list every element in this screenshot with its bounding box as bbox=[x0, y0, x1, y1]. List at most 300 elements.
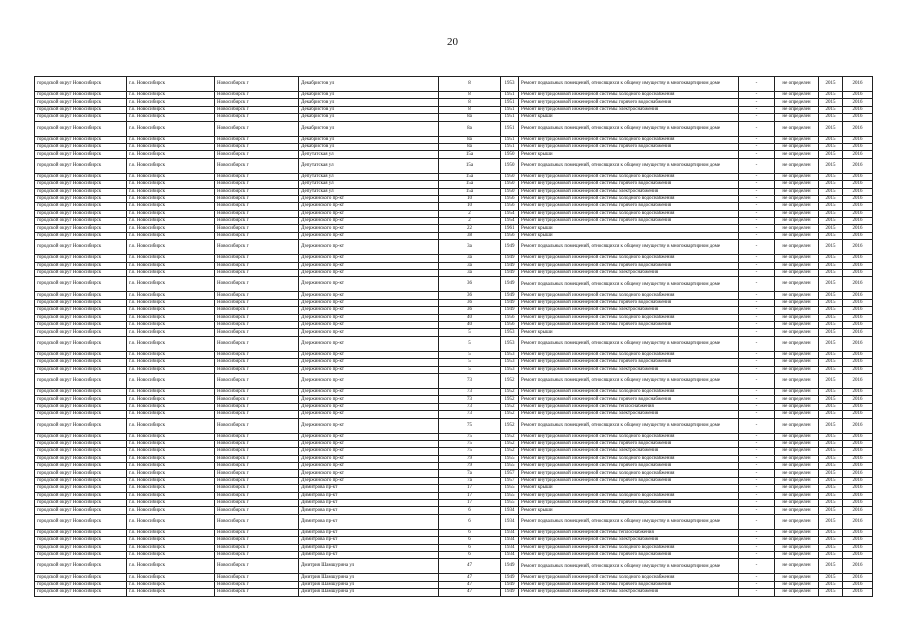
cell-start-year: 2015 bbox=[819, 574, 843, 581]
cell-year: 1952 bbox=[501, 448, 519, 455]
cell-work-type: Ремонт внутридомовой инженерной системы холодного водоснабжения bbox=[519, 292, 739, 299]
cell-end-year: 2016 bbox=[843, 359, 873, 366]
cell-start-year: 2015 bbox=[819, 106, 843, 113]
cell-settlement: Новосибирск г bbox=[215, 551, 299, 558]
cell-district: городской округ Новосибирск bbox=[35, 529, 127, 536]
cell-settlement: Новосибирск г bbox=[215, 181, 299, 188]
cell-city: г.о. Новосибирск bbox=[127, 396, 215, 403]
cell-dash: - bbox=[739, 77, 775, 92]
cell-house: 2 bbox=[439, 210, 501, 217]
cell-district: городской округ Новосибирск bbox=[35, 173, 127, 180]
cell-settlement: Новосибирск г bbox=[215, 373, 299, 388]
cell-settlement: Новосибирск г bbox=[215, 366, 299, 373]
cell-dash: - bbox=[739, 470, 775, 477]
table-row bbox=[35, 455, 873, 462]
cell-dash: - bbox=[739, 581, 775, 588]
table-row bbox=[35, 463, 873, 470]
cell-work-type: Ремонт внутридомовой инженерной системы горячего водоснабжения bbox=[519, 463, 739, 470]
cell-street: Депутатская ул bbox=[299, 158, 439, 173]
cell-work-type: Ремонт внутридомовой инженерной системы холодного водоснабжения bbox=[519, 210, 739, 217]
cell-end-year: 2016 bbox=[843, 351, 873, 358]
table-row bbox=[35, 500, 873, 507]
cell-district: городской округ Новосибирск bbox=[35, 544, 127, 551]
cell-work-type: Ремонт внутридомовой инженерной системы электроснабжения bbox=[519, 106, 739, 113]
cell-district: городской округ Новосибирск bbox=[35, 151, 127, 158]
cell-method: не определен bbox=[775, 470, 819, 477]
cell-street: Димитрова пр-кт bbox=[299, 529, 439, 536]
cell-dash: - bbox=[739, 485, 775, 492]
cell-street: Дзержинского пр-кт bbox=[299, 210, 439, 217]
cell-house: 75 bbox=[439, 433, 501, 440]
cell-street: Дзержинского пр-кт bbox=[299, 314, 439, 321]
cell-start-year: 2015 bbox=[819, 351, 843, 358]
cell-city: г.о. Новосибирск bbox=[127, 544, 215, 551]
table-row bbox=[35, 470, 873, 477]
cell-city: г.о. Новосибирск bbox=[127, 307, 215, 314]
cell-work-type: Ремонт внутридомовой инженерной системы электроснабжения bbox=[519, 589, 739, 596]
cell-settlement: Новосибирск г bbox=[215, 173, 299, 180]
cell-work-type: Ремонт внутридомовой инженерной системы горячего водоснабжения bbox=[519, 143, 739, 150]
cell-street: Дзержинского пр-кт bbox=[299, 411, 439, 418]
cell-end-year: 2016 bbox=[843, 388, 873, 395]
cell-dash: - bbox=[739, 559, 775, 574]
cell-district: городской округ Новосибирск bbox=[35, 240, 127, 255]
table-row bbox=[35, 485, 873, 492]
cell-district: городской округ Новосибирск bbox=[35, 92, 127, 99]
cell-start-year: 2015 bbox=[819, 544, 843, 551]
cell-city: г.о. Новосибирск bbox=[127, 529, 215, 536]
cell-house: 22 bbox=[439, 225, 501, 232]
cell-method: не определен bbox=[775, 136, 819, 143]
cell-house: 73 bbox=[439, 373, 501, 388]
cell-dash: - bbox=[739, 218, 775, 225]
cell-city: г.о. Новосибирск bbox=[127, 507, 215, 514]
cell-dash: - bbox=[739, 173, 775, 180]
table-row bbox=[35, 270, 873, 277]
cell-settlement: Новосибирск г bbox=[215, 514, 299, 529]
cell-settlement: Новосибирск г bbox=[215, 403, 299, 410]
cell-method: не определен bbox=[775, 262, 819, 269]
cell-start-year: 2015 bbox=[819, 359, 843, 366]
cell-year: 1953 bbox=[501, 351, 519, 358]
cell-end-year: 2016 bbox=[843, 292, 873, 299]
cell-end-year: 2016 bbox=[843, 218, 873, 225]
cell-work-type: Ремонт внутридомовой инженерной системы электроснабжения bbox=[519, 188, 739, 195]
cell-city: г.о. Новосибирск bbox=[127, 143, 215, 150]
cell-house: 79 bbox=[439, 463, 501, 470]
cell-house: 8 bbox=[439, 99, 501, 106]
cell-start-year: 2015 bbox=[819, 240, 843, 255]
cell-year: 1934 bbox=[501, 529, 519, 536]
table-row bbox=[35, 581, 873, 588]
cell-settlement: Новосибирск г bbox=[215, 270, 299, 277]
table-row bbox=[35, 359, 873, 366]
cell-city: г.о. Новосибирск bbox=[127, 366, 215, 373]
cell-settlement: Новосибирск г bbox=[215, 529, 299, 536]
cell-district: городской округ Новосибирск bbox=[35, 218, 127, 225]
cell-city: г.о. Новосибирск bbox=[127, 114, 215, 121]
cell-street: Димитрова пр-кт bbox=[299, 500, 439, 507]
cell-street: Депутатская ул bbox=[299, 173, 439, 180]
cell-settlement: Новосибирск г bbox=[215, 477, 299, 484]
cell-settlement: Новосибирск г bbox=[215, 262, 299, 269]
cell-street: Дзержинского пр-кт bbox=[299, 366, 439, 373]
cell-street: Дзержинского пр-кт bbox=[299, 321, 439, 328]
cell-house: 6 bbox=[439, 514, 501, 529]
cell-district: городской округ Новосибирск bbox=[35, 99, 127, 106]
cell-end-year: 2016 bbox=[843, 106, 873, 113]
cell-district: городской округ Новосибирск bbox=[35, 448, 127, 455]
cell-city: г.о. Новосибирск bbox=[127, 514, 215, 529]
cell-work-type: Ремонт крыши bbox=[519, 329, 739, 336]
cell-district: городской округ Новосибирск bbox=[35, 418, 127, 433]
cell-work-type: Ремонт внутридомовой инженерной системы холодного водоснабжения bbox=[519, 544, 739, 551]
cell-settlement: Новосибирск г bbox=[215, 218, 299, 225]
cell-street: Дмитрия Шамшурина ул bbox=[299, 581, 439, 588]
cell-year: 1934 bbox=[501, 537, 519, 544]
cell-dash: - bbox=[739, 92, 775, 99]
cell-dash: - bbox=[739, 195, 775, 202]
cell-street: Димитрова пр-кт bbox=[299, 551, 439, 558]
cell-end-year: 2016 bbox=[843, 158, 873, 173]
cell-end-year: 2016 bbox=[843, 255, 873, 262]
capital-repair-table bbox=[34, 76, 873, 597]
cell-settlement: Новосибирск г bbox=[215, 537, 299, 544]
cell-house: 38 bbox=[439, 232, 501, 239]
cell-year: 1952 bbox=[501, 418, 519, 433]
cell-method: не определен bbox=[775, 151, 819, 158]
cell-method: не определен bbox=[775, 210, 819, 217]
cell-street: Депутатская ул bbox=[299, 188, 439, 195]
table-row bbox=[35, 529, 873, 536]
cell-dash: - bbox=[739, 270, 775, 277]
cell-end-year: 2016 bbox=[843, 329, 873, 336]
cell-district: городской округ Новосибирск bbox=[35, 351, 127, 358]
table-row bbox=[35, 551, 873, 558]
cell-house: 7а bbox=[439, 477, 501, 484]
cell-work-type: Ремонт внутридомовой инженерной системы холодного водоснабжения bbox=[519, 173, 739, 180]
cell-dash: - bbox=[739, 544, 775, 551]
cell-start-year: 2015 bbox=[819, 158, 843, 173]
cell-settlement: Новосибирск г bbox=[215, 240, 299, 255]
cell-dash: - bbox=[739, 455, 775, 462]
cell-start-year: 2015 bbox=[819, 307, 843, 314]
cell-year: 1934 bbox=[501, 507, 519, 514]
cell-dash: - bbox=[739, 262, 775, 269]
cell-end-year: 2016 bbox=[843, 195, 873, 202]
cell-method: не определен bbox=[775, 589, 819, 596]
cell-year: 1952 bbox=[501, 411, 519, 418]
cell-street: Дзержинского пр-кт bbox=[299, 351, 439, 358]
cell-dash: - bbox=[739, 411, 775, 418]
cell-house: 5 bbox=[439, 329, 501, 336]
cell-district: городской округ Новосибирск bbox=[35, 188, 127, 195]
table-row bbox=[35, 589, 873, 596]
cell-settlement: Новосибирск г bbox=[215, 121, 299, 136]
cell-dash: - bbox=[739, 210, 775, 217]
cell-city: г.о. Новосибирск bbox=[127, 99, 215, 106]
cell-district: городской округ Новосибирск bbox=[35, 270, 127, 277]
cell-work-type: Ремонт внутридомовой инженерной системы горячего водоснабжения bbox=[519, 440, 739, 447]
cell-district: городской округ Новосибирск bbox=[35, 559, 127, 574]
cell-house: 8а bbox=[439, 121, 501, 136]
cell-city: г.о. Новосибирск bbox=[127, 158, 215, 173]
cell-settlement: Новосибирск г bbox=[215, 210, 299, 217]
cell-city: г.о. Новосибирск bbox=[127, 448, 215, 455]
cell-city: г.о. Новосибирск bbox=[127, 336, 215, 351]
cell-district: городской округ Новосибирск bbox=[35, 232, 127, 239]
table-row bbox=[35, 232, 873, 239]
cell-street: Дзержинского пр-кт bbox=[299, 270, 439, 277]
cell-district: городской округ Новосибирск bbox=[35, 537, 127, 544]
cell-settlement: Новосибирск г bbox=[215, 292, 299, 299]
cell-dash: - bbox=[739, 418, 775, 433]
cell-start-year: 2015 bbox=[819, 329, 843, 336]
cell-start-year: 2015 bbox=[819, 314, 843, 321]
cell-method: не определен bbox=[775, 351, 819, 358]
cell-city: г.о. Новосибирск bbox=[127, 581, 215, 588]
table-row bbox=[35, 351, 873, 358]
cell-city: г.о. Новосибирск bbox=[127, 551, 215, 558]
cell-start-year: 2015 bbox=[819, 195, 843, 202]
cell-city: г.о. Новосибирск bbox=[127, 151, 215, 158]
cell-work-type: Ремонт внутридомовой инженерной системы холодного водоснабжения bbox=[519, 314, 739, 321]
cell-house: 15а bbox=[439, 181, 501, 188]
cell-method: не определен bbox=[775, 514, 819, 529]
cell-street: Дмитрия Шамшурина ул bbox=[299, 574, 439, 581]
cell-year: 1961 bbox=[501, 225, 519, 232]
cell-work-type: Ремонт внутридомовой инженерной системы холодного водоснабжения bbox=[519, 433, 739, 440]
cell-city: г.о. Новосибирск bbox=[127, 262, 215, 269]
cell-house: 3а bbox=[439, 255, 501, 262]
cell-city: г.о. Новосибирск bbox=[127, 329, 215, 336]
cell-method: не определен bbox=[775, 181, 819, 188]
cell-settlement: Новосибирск г bbox=[215, 99, 299, 106]
table-row bbox=[35, 396, 873, 403]
cell-work-type: Ремонт внутридомовой инженерной системы холодного водоснабжения bbox=[519, 136, 739, 143]
cell-dash: - bbox=[739, 299, 775, 306]
cell-city: г.о. Новосибирск bbox=[127, 203, 215, 210]
cell-district: городской округ Новосибирск bbox=[35, 106, 127, 113]
table-row bbox=[35, 507, 873, 514]
cell-house: 36 bbox=[439, 299, 501, 306]
cell-method: не определен bbox=[775, 418, 819, 433]
table-row bbox=[35, 188, 873, 195]
cell-end-year: 2016 bbox=[843, 92, 873, 99]
cell-work-type: Ремонт внутридомовой инженерной системы холодного водоснабжения bbox=[519, 455, 739, 462]
cell-end-year: 2016 bbox=[843, 581, 873, 588]
table-row bbox=[35, 151, 873, 158]
cell-year: 1951 bbox=[501, 143, 519, 150]
cell-start-year: 2015 bbox=[819, 121, 843, 136]
cell-dash: - bbox=[739, 589, 775, 596]
cell-city: г.о. Новосибирск bbox=[127, 77, 215, 92]
cell-work-type: Ремонт внутридомовой инженерной системы электроснабжения bbox=[519, 537, 739, 544]
cell-method: не определен bbox=[775, 433, 819, 440]
cell-work-type: Ремонт внутридомовой инженерной системы холодного водоснабжения bbox=[519, 492, 739, 499]
cell-method: не определен bbox=[775, 307, 819, 314]
cell-dash: - bbox=[739, 388, 775, 395]
cell-method: не определен bbox=[775, 455, 819, 462]
cell-settlement: Новосибирск г bbox=[215, 433, 299, 440]
cell-city: г.о. Новосибирск bbox=[127, 574, 215, 581]
cell-district: городской округ Новосибирск bbox=[35, 589, 127, 596]
cell-work-type: Ремонт подвальных помещений, относящихся к общему имуществу в многоквартирном доме bbox=[519, 559, 739, 574]
cell-method: не определен bbox=[775, 492, 819, 499]
cell-method: не определен bbox=[775, 114, 819, 121]
cell-house: 75 bbox=[439, 418, 501, 433]
cell-start-year: 2015 bbox=[819, 77, 843, 92]
cell-end-year: 2016 bbox=[843, 188, 873, 195]
table-row bbox=[35, 492, 873, 499]
cell-district: городской округ Новосибирск bbox=[35, 195, 127, 202]
cell-house: 47 bbox=[439, 574, 501, 581]
cell-method: не определен bbox=[775, 299, 819, 306]
cell-dash: - bbox=[739, 158, 775, 173]
cell-settlement: Новосибирск г bbox=[215, 507, 299, 514]
cell-street: Дзержинского пр-кт bbox=[299, 433, 439, 440]
cell-work-type: Ремонт подвальных помещений, относящихся к общему имуществу в многоквартирном доме bbox=[519, 77, 739, 92]
cell-street: Депутатская ул bbox=[299, 151, 439, 158]
cell-district: городской округ Новосибирск bbox=[35, 403, 127, 410]
cell-city: г.о. Новосибирск bbox=[127, 500, 215, 507]
cell-dash: - bbox=[739, 433, 775, 440]
cell-street: Декабристов ул bbox=[299, 106, 439, 113]
cell-start-year: 2015 bbox=[819, 388, 843, 395]
cell-year: 1949 bbox=[501, 262, 519, 269]
cell-method: не определен bbox=[775, 321, 819, 328]
cell-house: 79 bbox=[439, 455, 501, 462]
cell-dash: - bbox=[739, 314, 775, 321]
cell-work-type: Ремонт внутридомовой инженерной системы горячего водоснабжения bbox=[519, 181, 739, 188]
cell-end-year: 2016 bbox=[843, 537, 873, 544]
cell-district: городской округ Новосибирск bbox=[35, 477, 127, 484]
cell-city: г.о. Новосибирск bbox=[127, 411, 215, 418]
cell-start-year: 2015 bbox=[819, 321, 843, 328]
cell-dash: - bbox=[739, 255, 775, 262]
cell-settlement: Новосибирск г bbox=[215, 388, 299, 395]
table-row bbox=[35, 99, 873, 106]
cell-settlement: Новосибирск г bbox=[215, 574, 299, 581]
cell-city: г.о. Новосибирск bbox=[127, 255, 215, 262]
cell-work-type: Ремонт внутридомовой инженерной системы холодного водоснабжения bbox=[519, 470, 739, 477]
cell-work-type: Ремонт подвальных помещений, относящихся к общему имуществу в многоквартирном доме bbox=[519, 121, 739, 136]
cell-start-year: 2015 bbox=[819, 270, 843, 277]
cell-method: не определен bbox=[775, 92, 819, 99]
cell-work-type: Ремонт внутридомовой инженерной системы горячего водоснабжения bbox=[519, 477, 739, 484]
cell-house: 5 bbox=[439, 336, 501, 351]
cell-work-type: Ремонт внутридомовой инженерной системы горячего водоснабжения bbox=[519, 321, 739, 328]
cell-house: 36 bbox=[439, 277, 501, 292]
cell-street: Дзержинского пр-кт bbox=[299, 299, 439, 306]
cell-year: 1949 bbox=[501, 581, 519, 588]
cell-method: не определен bbox=[775, 440, 819, 447]
cell-house: 8а bbox=[439, 114, 501, 121]
cell-city: г.о. Новосибирск bbox=[127, 270, 215, 277]
cell-method: не определен bbox=[775, 574, 819, 581]
cell-start-year: 2015 bbox=[819, 529, 843, 536]
cell-district: городской округ Новосибирск bbox=[35, 433, 127, 440]
cell-district: городской округ Новосибирск bbox=[35, 307, 127, 314]
cell-year: 1951 bbox=[501, 136, 519, 143]
cell-end-year: 2016 bbox=[843, 277, 873, 292]
cell-work-type: Ремонт внутридомовой инженерной системы горячего водоснабжения bbox=[519, 299, 739, 306]
table-row bbox=[35, 537, 873, 544]
cell-end-year: 2016 bbox=[843, 299, 873, 306]
cell-street: Дмитрия Шамшурина ул bbox=[299, 559, 439, 574]
cell-year: 1949 bbox=[501, 574, 519, 581]
cell-house: 6 bbox=[439, 537, 501, 544]
cell-settlement: Новосибирск г bbox=[215, 321, 299, 328]
cell-year: 1950 bbox=[501, 173, 519, 180]
cell-end-year: 2016 bbox=[843, 448, 873, 455]
cell-house: 7а bbox=[439, 470, 501, 477]
table-row bbox=[35, 292, 873, 299]
cell-dash: - bbox=[739, 188, 775, 195]
cell-work-type: Ремонт внутридомовой инженерной системы электроснабжения bbox=[519, 270, 739, 277]
table-body bbox=[35, 77, 873, 597]
cell-method: не определен bbox=[775, 411, 819, 418]
cell-district: городской округ Новосибирск bbox=[35, 373, 127, 388]
cell-dash: - bbox=[739, 292, 775, 299]
cell-start-year: 2015 bbox=[819, 373, 843, 388]
cell-end-year: 2016 bbox=[843, 321, 873, 328]
cell-work-type: Ремонт крыши bbox=[519, 114, 739, 121]
cell-end-year: 2016 bbox=[843, 544, 873, 551]
cell-settlement: Новосибирск г bbox=[215, 195, 299, 202]
table-row bbox=[35, 158, 873, 173]
cell-city: г.о. Новосибирск bbox=[127, 470, 215, 477]
cell-district: городской округ Новосибирск bbox=[35, 411, 127, 418]
cell-settlement: Новосибирск г bbox=[215, 329, 299, 336]
cell-method: не определен bbox=[775, 270, 819, 277]
cell-dash: - bbox=[739, 373, 775, 388]
cell-year: 1956 bbox=[501, 195, 519, 202]
cell-work-type: Ремонт внутридомовой инженерной системы теплоснабжения bbox=[519, 529, 739, 536]
cell-year: 1957 bbox=[501, 470, 519, 477]
cell-district: городской округ Новосибирск bbox=[35, 388, 127, 395]
cell-street: Дзержинского пр-кт bbox=[299, 403, 439, 410]
cell-settlement: Новосибирск г bbox=[215, 299, 299, 306]
cell-start-year: 2015 bbox=[819, 210, 843, 217]
cell-work-type: Ремонт подвальных помещений, относящихся к общему имуществу в многоквартирном доме bbox=[519, 418, 739, 433]
table-row bbox=[35, 574, 873, 581]
cell-work-type: Ремонт крыши bbox=[519, 225, 739, 232]
table-row bbox=[35, 195, 873, 202]
cell-street: Дзержинского пр-кт bbox=[299, 195, 439, 202]
cell-work-type: Ремонт внутридомовой инженерной системы электроснабжения bbox=[519, 448, 739, 455]
cell-end-year: 2016 bbox=[843, 470, 873, 477]
cell-end-year: 2016 bbox=[843, 136, 873, 143]
cell-district: городской округ Новосибирск bbox=[35, 158, 127, 173]
cell-method: не определен bbox=[775, 99, 819, 106]
cell-city: г.о. Новосибирск bbox=[127, 292, 215, 299]
table-row bbox=[35, 388, 873, 395]
cell-dash: - bbox=[739, 321, 775, 328]
cell-year: 1952 bbox=[501, 373, 519, 388]
table-row bbox=[35, 477, 873, 484]
cell-street: Дзержинского пр-кт bbox=[299, 240, 439, 255]
cell-house: 3а bbox=[439, 262, 501, 269]
cell-house: 8 bbox=[439, 106, 501, 113]
cell-city: г.о. Новосибирск bbox=[127, 136, 215, 143]
cell-city: г.о. Новосибирск bbox=[127, 351, 215, 358]
table-row bbox=[35, 181, 873, 188]
table-row bbox=[35, 559, 873, 574]
cell-year: 1956 bbox=[501, 203, 519, 210]
cell-end-year: 2016 bbox=[843, 433, 873, 440]
table-row bbox=[35, 418, 873, 433]
